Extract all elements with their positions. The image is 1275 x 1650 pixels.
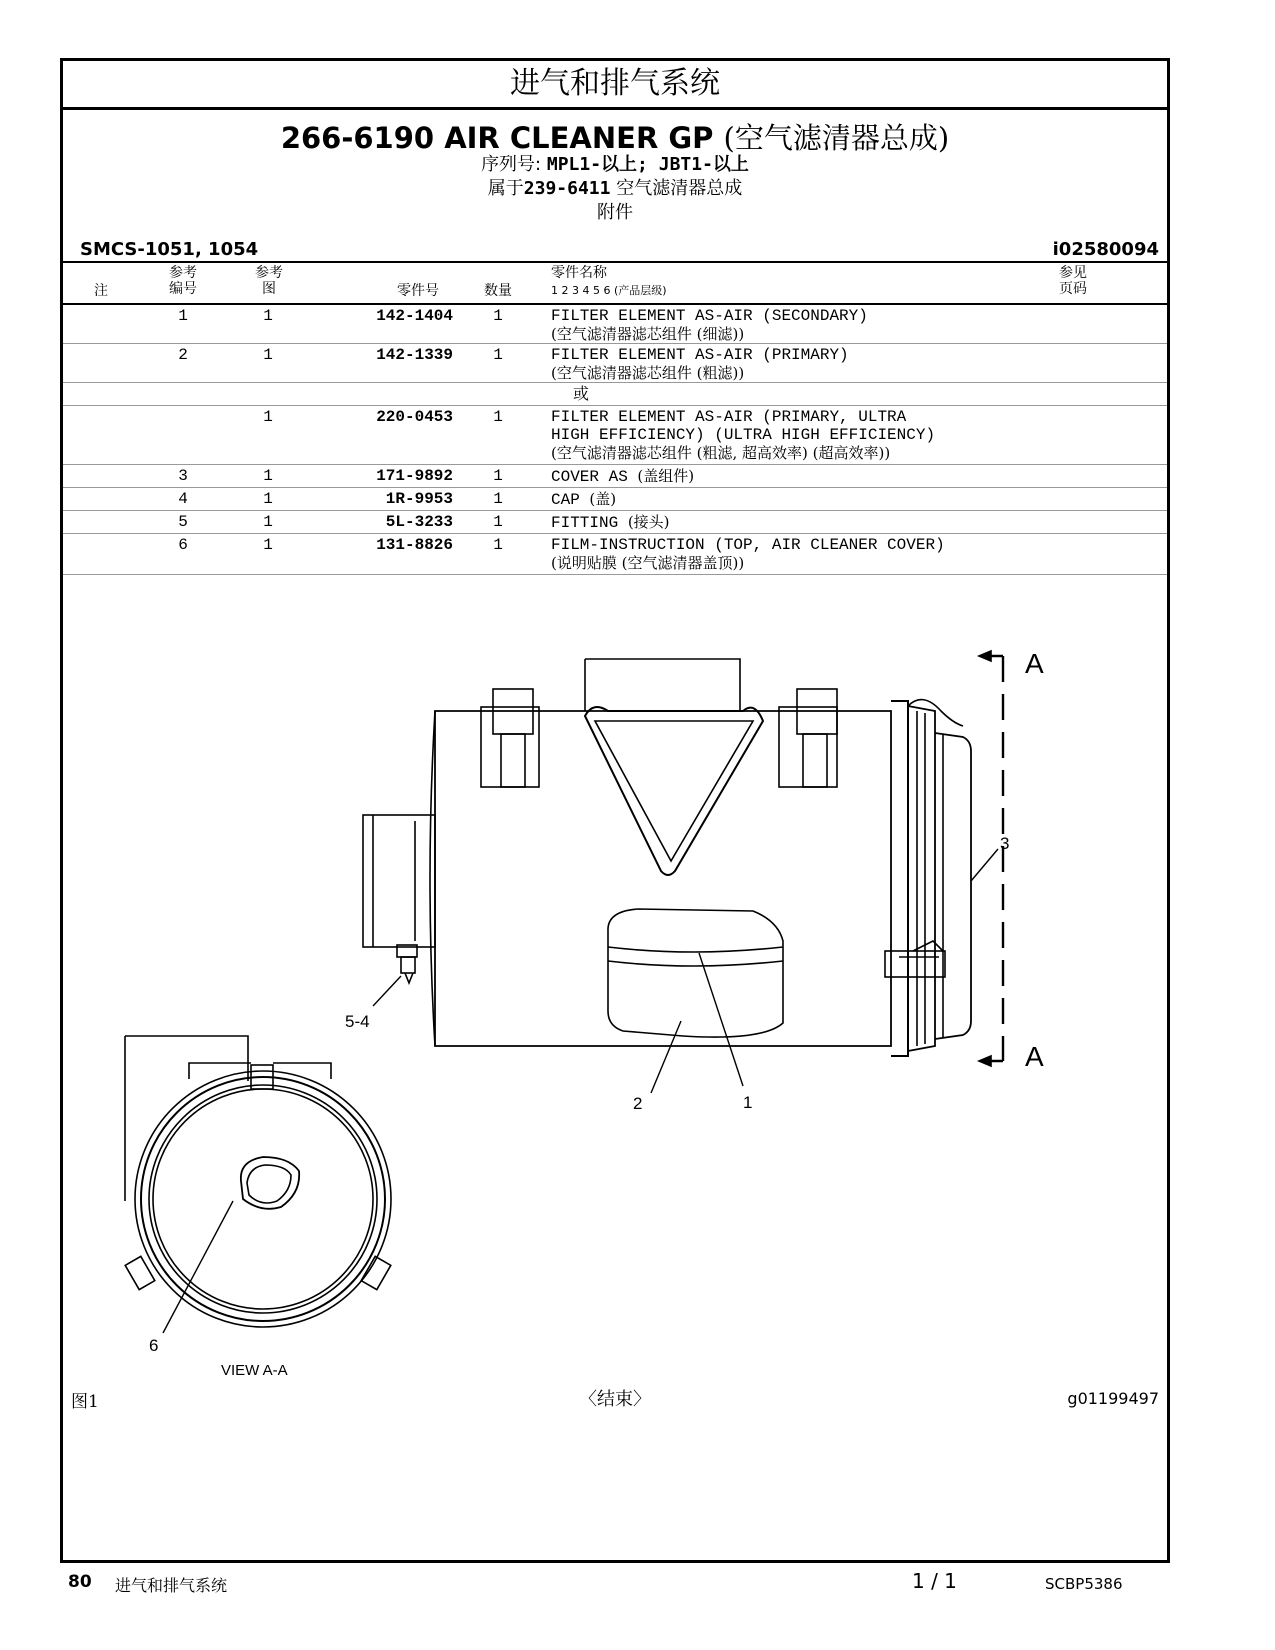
row-desc-cn: (说明贴膜 (空气滤清器盖顶)): [551, 554, 745, 572]
end-view-a-a: [125, 1036, 391, 1327]
row-desc-cn: (盖): [589, 490, 617, 508]
col-qty: 数量: [484, 283, 512, 299]
group-title-cn: (空气滤清器总成): [723, 121, 950, 155]
row-fig: 1: [263, 346, 273, 364]
row-desc-en: FILTER ELEMENT AS-AIR (PRIMARY): [551, 346, 849, 364]
row-part-number: 142-1404: [376, 307, 453, 325]
row-ref: 4: [178, 490, 188, 508]
col-ref-fig: 参考 图: [255, 265, 283, 297]
row-desc-en: FILTER ELEMENT AS-AIR (PRIMARY, ULTRA HIGH EFFICIENCY) (ULTRA HIGH EFFICIENCY): [551, 408, 936, 444]
row-ref: 6: [178, 536, 188, 554]
graphic-id: g01199497: [1067, 1389, 1159, 1408]
row-fig: 1: [263, 490, 273, 508]
callout-leaders: [163, 849, 998, 1333]
row-fig: 1: [263, 408, 273, 426]
housing-side-view: [363, 659, 971, 1056]
row-desc-cn: (盖组件): [637, 467, 695, 485]
row-part-number: 1R-9953: [385, 490, 453, 508]
section-a-bottom-label: A: [1025, 1041, 1044, 1072]
document-id: SCBP5386: [1045, 1575, 1123, 1593]
row-ref: 5: [178, 513, 188, 531]
row-qty: 1: [493, 513, 503, 531]
row-ref: 2: [178, 346, 188, 364]
row-part-number: 171-9892: [376, 467, 453, 485]
page-frame: [60, 58, 1170, 1563]
row-ref: 1: [178, 307, 188, 325]
page-number: 80: [68, 1572, 92, 1592]
callout-3: 3: [1000, 834, 1010, 853]
air-cleaner-drawing: [63, 61, 1167, 1561]
or-separator: 或: [573, 384, 590, 403]
col-levels: 1 2 3 4 5 6 (产品层级): [551, 284, 667, 297]
col-see-page: 参见 页码: [1059, 265, 1087, 297]
section-header: 进气和排气系统: [63, 61, 1167, 110]
view-label: VIEW A-A: [221, 1362, 288, 1379]
end-mark: 〈结束〉: [579, 1389, 651, 1410]
row-desc-cn: (空气滤清器滤芯组件 (细滤)): [551, 325, 745, 343]
row-part-number: 5L-3233: [385, 513, 453, 531]
row-desc-cn: (接头): [627, 513, 670, 531]
serial-value: MPL1-以上; JBT1-以上: [546, 154, 749, 175]
row-fig: 1: [263, 467, 273, 485]
belongs-name: 空气滤清器总成: [616, 178, 743, 199]
callout-6: 6: [149, 1336, 159, 1355]
belongs-part: 239-6411: [523, 178, 611, 199]
row-desc-en: FILM-INSTRUCTION (TOP, AIR CLEANER COVER): [551, 536, 945, 554]
section-a-top-label: A: [1025, 648, 1044, 679]
attachment-line: 附件: [597, 202, 633, 223]
callout-1: 1: [743, 1093, 753, 1112]
row-fig: 1: [263, 307, 273, 325]
row-qty: 1: [493, 408, 503, 426]
figure-label: 图1: [71, 1392, 99, 1412]
row-part-number: 142-1339: [376, 346, 453, 364]
row-qty: 1: [493, 307, 503, 325]
row-part-number: 131-8826: [376, 536, 453, 554]
row-qty: 1: [493, 490, 503, 508]
belongs-prefix: 属于: [487, 178, 524, 199]
row-desc-cn: (空气滤清器滤芯组件 (粗滤)): [551, 364, 745, 382]
section-markers: [979, 651, 1003, 1066]
footer-section: 进气和排气系统: [115, 1576, 228, 1595]
col-note: 注: [94, 283, 108, 299]
row-desc-en: FILTER ELEMENT AS-AIR (SECONDARY): [551, 307, 868, 325]
row-desc-en: COVER AS: [551, 468, 628, 486]
page-count: 1 / 1: [912, 1569, 957, 1593]
illustration-id: i02580094: [1052, 239, 1159, 260]
col-part-no: 零件号: [397, 283, 439, 299]
row-desc-en: CAP: [551, 491, 580, 509]
col-ref-no: 参考 编号: [169, 265, 197, 297]
smcs-code: SMCS-1051, 1054: [80, 239, 259, 260]
callout-5-4: 5-4: [345, 1012, 370, 1031]
group-title-number: 266-6190 AIR CLEANER GP: [280, 121, 714, 155]
row-desc-en: FITTING: [551, 514, 619, 532]
row-qty: 1: [493, 467, 503, 485]
row-qty: 1: [493, 346, 503, 364]
serial-label: 序列号:: [481, 154, 542, 175]
row-part-number: 220-0453: [376, 408, 453, 426]
row-desc-cn: (空气滤清器滤芯组件 (粗滤, 超高效率) (超高效率)): [551, 444, 891, 462]
row-ref: 3: [178, 467, 188, 485]
row-fig: 1: [263, 513, 273, 531]
row-fig: 1: [263, 536, 273, 554]
row-qty: 1: [493, 536, 503, 554]
callout-2: 2: [633, 1094, 643, 1113]
col-part-name: 零件名称: [551, 265, 607, 281]
